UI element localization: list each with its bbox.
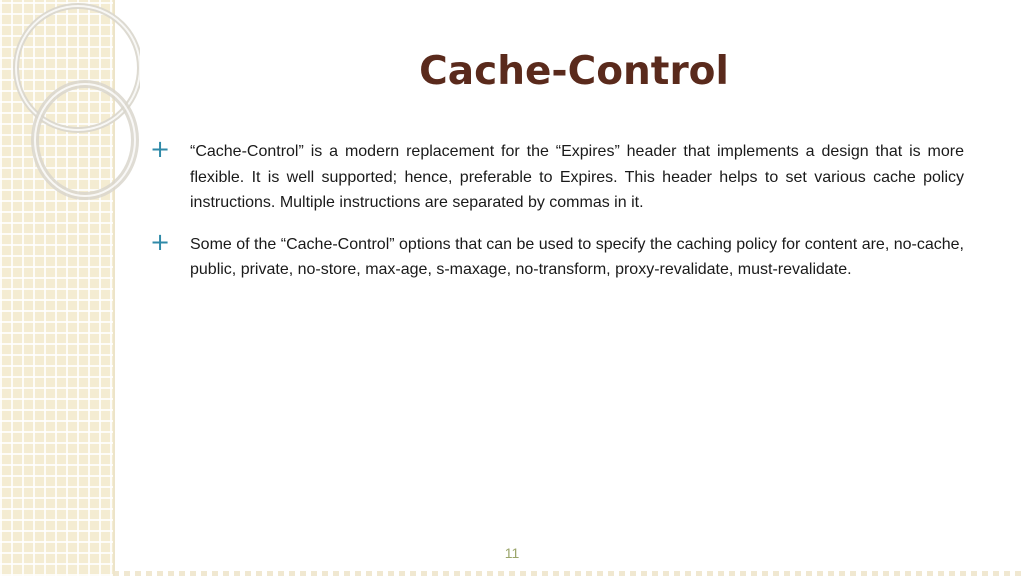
decorative-rings	[0, 0, 140, 220]
plus-icon: +	[150, 227, 171, 256]
plus-icon: +	[150, 135, 171, 163]
bullet-item	[150, 135, 964, 216]
bullet-list	[150, 135, 964, 299]
bullet-text: Some of the “Cache-Control” options that can be used to specify the caching policy for content are, no-cache, public, private, no-store, max-age, s-maxage, no-transform, proxy-revalidate, must-revalidate.	[190, 235, 964, 278]
page-number: 11	[504, 545, 520, 561]
slide-title: Cache-Control	[419, 49, 729, 94]
bullet-item	[150, 227, 964, 283]
bottom-pattern-strip	[113, 571, 1024, 576]
bullet-text: “Cache-Control” is a modern replacement for the “Expires” header that implements a design that is more flexible. It is well supported; hence, preferable to Expires. This header helps to set various cache policy instructions. Multiple instructions are separated by commas in it.	[190, 143, 964, 211]
